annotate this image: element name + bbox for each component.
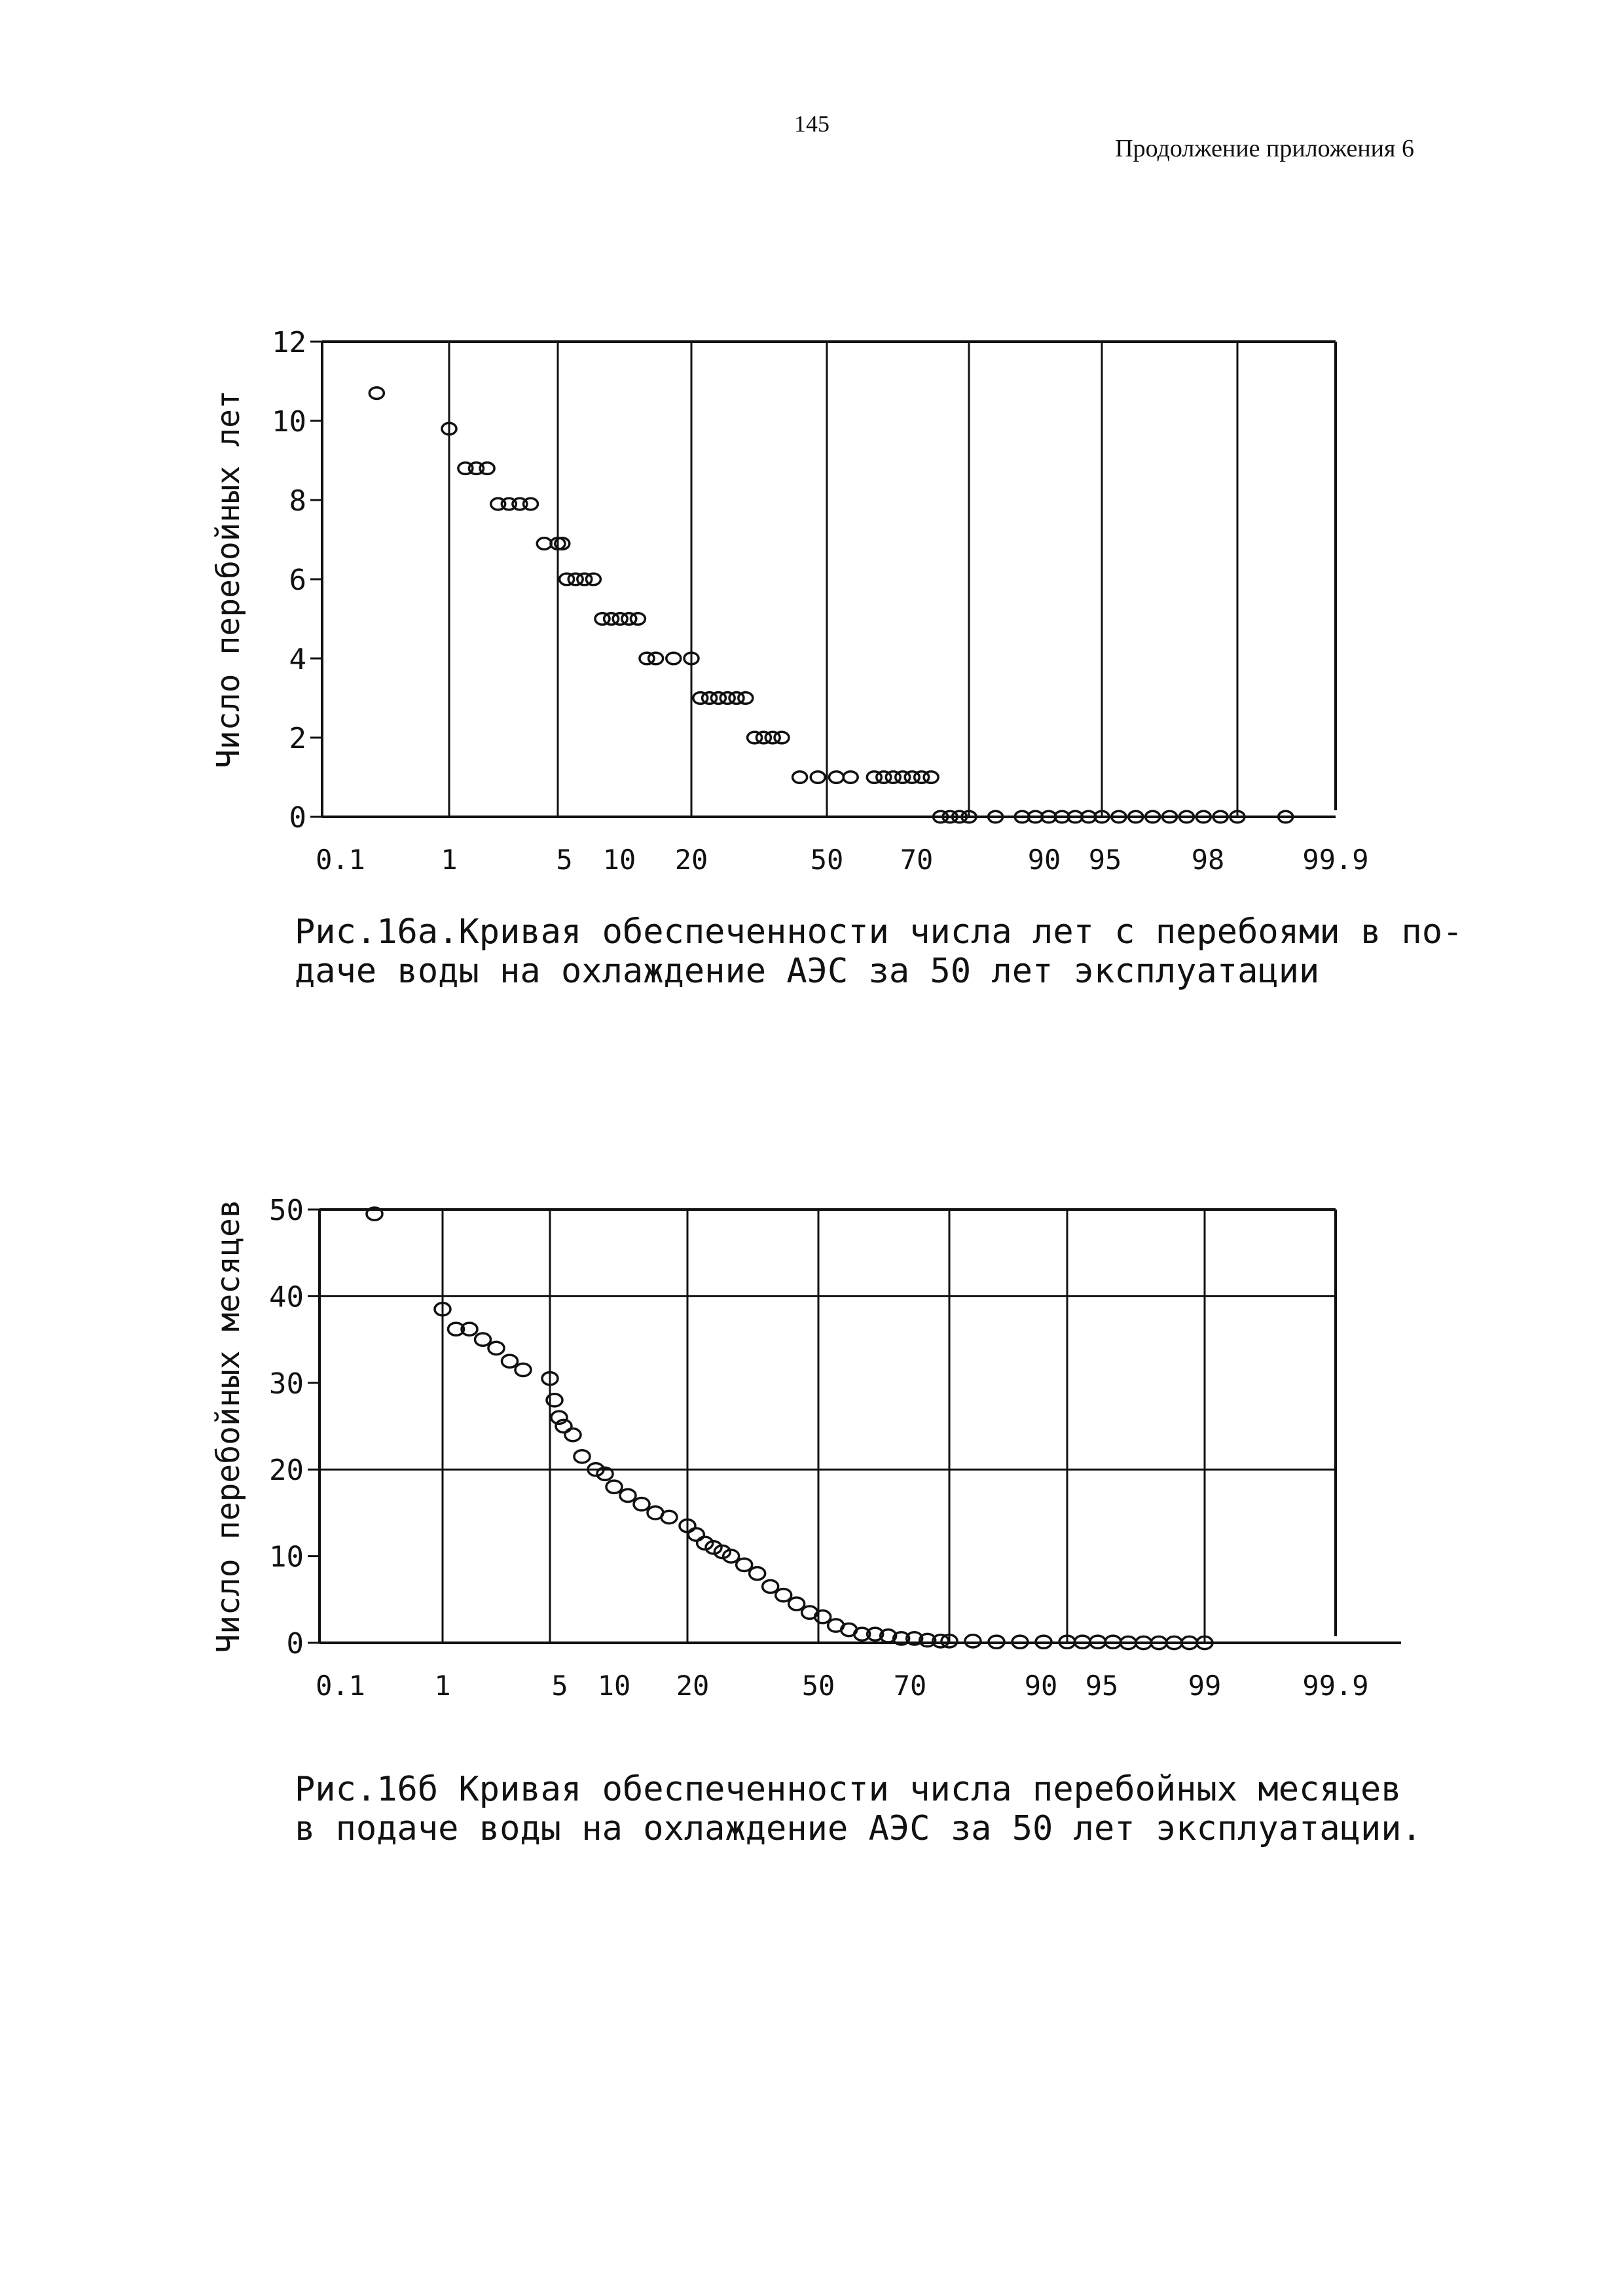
x-tick-label: 95 <box>1088 844 1122 876</box>
y-tick-label: 40 <box>269 1280 304 1314</box>
x-tick-label: 20 <box>674 844 708 876</box>
y-tick-label: 10 <box>272 405 306 439</box>
data-point <box>666 653 681 664</box>
x-tick-label: 99.9 <box>1302 1670 1369 1702</box>
x-tick-label: 99 <box>1188 1670 1222 1702</box>
figure-b-caption-line1: Рис.16б Кривая обеспеченности числа перебойных месяцев <box>295 1770 1402 1809</box>
y-tick-label: 0 <box>289 801 306 834</box>
y-tick-label: 10 <box>269 1540 304 1574</box>
figure-a-caption <box>295 912 1463 992</box>
y-tick-label: 20 <box>269 1454 304 1488</box>
x-tick-label: 1 <box>441 844 458 876</box>
y-tick-label: 0 <box>286 1627 304 1660</box>
data-point <box>369 387 384 399</box>
figure-b-caption <box>295 1770 1421 1849</box>
y-tick-label: 2 <box>289 722 306 755</box>
data-point <box>793 772 807 783</box>
x-tick-label: 10 <box>597 1670 631 1702</box>
x-tick-label: 20 <box>676 1670 710 1702</box>
page-number: 145 <box>794 111 830 137</box>
data-point <box>811 772 825 783</box>
y-tick-label: 50 <box>269 1194 304 1227</box>
y-axis-title: Число перебойных месяцев <box>210 1199 247 1653</box>
x-tick-label: 98 <box>1191 844 1225 876</box>
x-tick-label: 5 <box>551 1670 568 1702</box>
y-axis-title: Число перебойных лет <box>210 390 247 768</box>
x-tick-label: 90 <box>1024 1670 1058 1702</box>
data-point <box>843 772 858 783</box>
data-point <box>924 772 938 783</box>
continuation-label: Продолжение приложения 6 <box>1115 135 1414 162</box>
figure-a-caption-line2: даче воды на охлаждение АЭС за 50 лет эксплуатации <box>295 951 1320 991</box>
x-tick-label: 99.9 <box>1302 844 1369 876</box>
data-point <box>829 772 843 783</box>
x-tick-label: 5 <box>556 844 573 876</box>
y-tick-label: 12 <box>272 326 306 359</box>
data-point <box>480 463 494 475</box>
data-point <box>775 732 789 744</box>
x-tick-label: 10 <box>602 844 636 876</box>
x-tick-label: 50 <box>810 844 844 876</box>
figure-b-caption-line2: в подаче воды на охлаждение АЭС за 50 лет эксплуатации. <box>295 1808 1422 1848</box>
y-tick-label: 30 <box>269 1367 304 1401</box>
y-tick-label: 8 <box>289 484 306 518</box>
data-point <box>537 538 551 550</box>
x-tick-label: 1 <box>434 1670 451 1702</box>
x-tick-label: 0.1 <box>316 844 365 876</box>
x-tick-label: 70 <box>900 844 934 876</box>
data-point <box>739 692 753 704</box>
data-point <box>630 613 645 625</box>
data-point <box>586 573 600 585</box>
data-point <box>524 498 538 510</box>
data-point <box>649 653 663 664</box>
x-tick-label: 95 <box>1085 1670 1119 1702</box>
x-tick-label: 90 <box>1027 844 1061 876</box>
figure-a-caption-line1: Рис.16а.Кривая обеспеченности числа лет с перебоями в по- <box>295 912 1463 952</box>
y-tick-label: 4 <box>289 643 306 676</box>
y-tick-label: 6 <box>289 564 306 597</box>
x-tick-label: 70 <box>893 1670 927 1702</box>
x-tick-label: 50 <box>801 1670 835 1702</box>
x-tick-label: 0.1 <box>316 1670 365 1702</box>
